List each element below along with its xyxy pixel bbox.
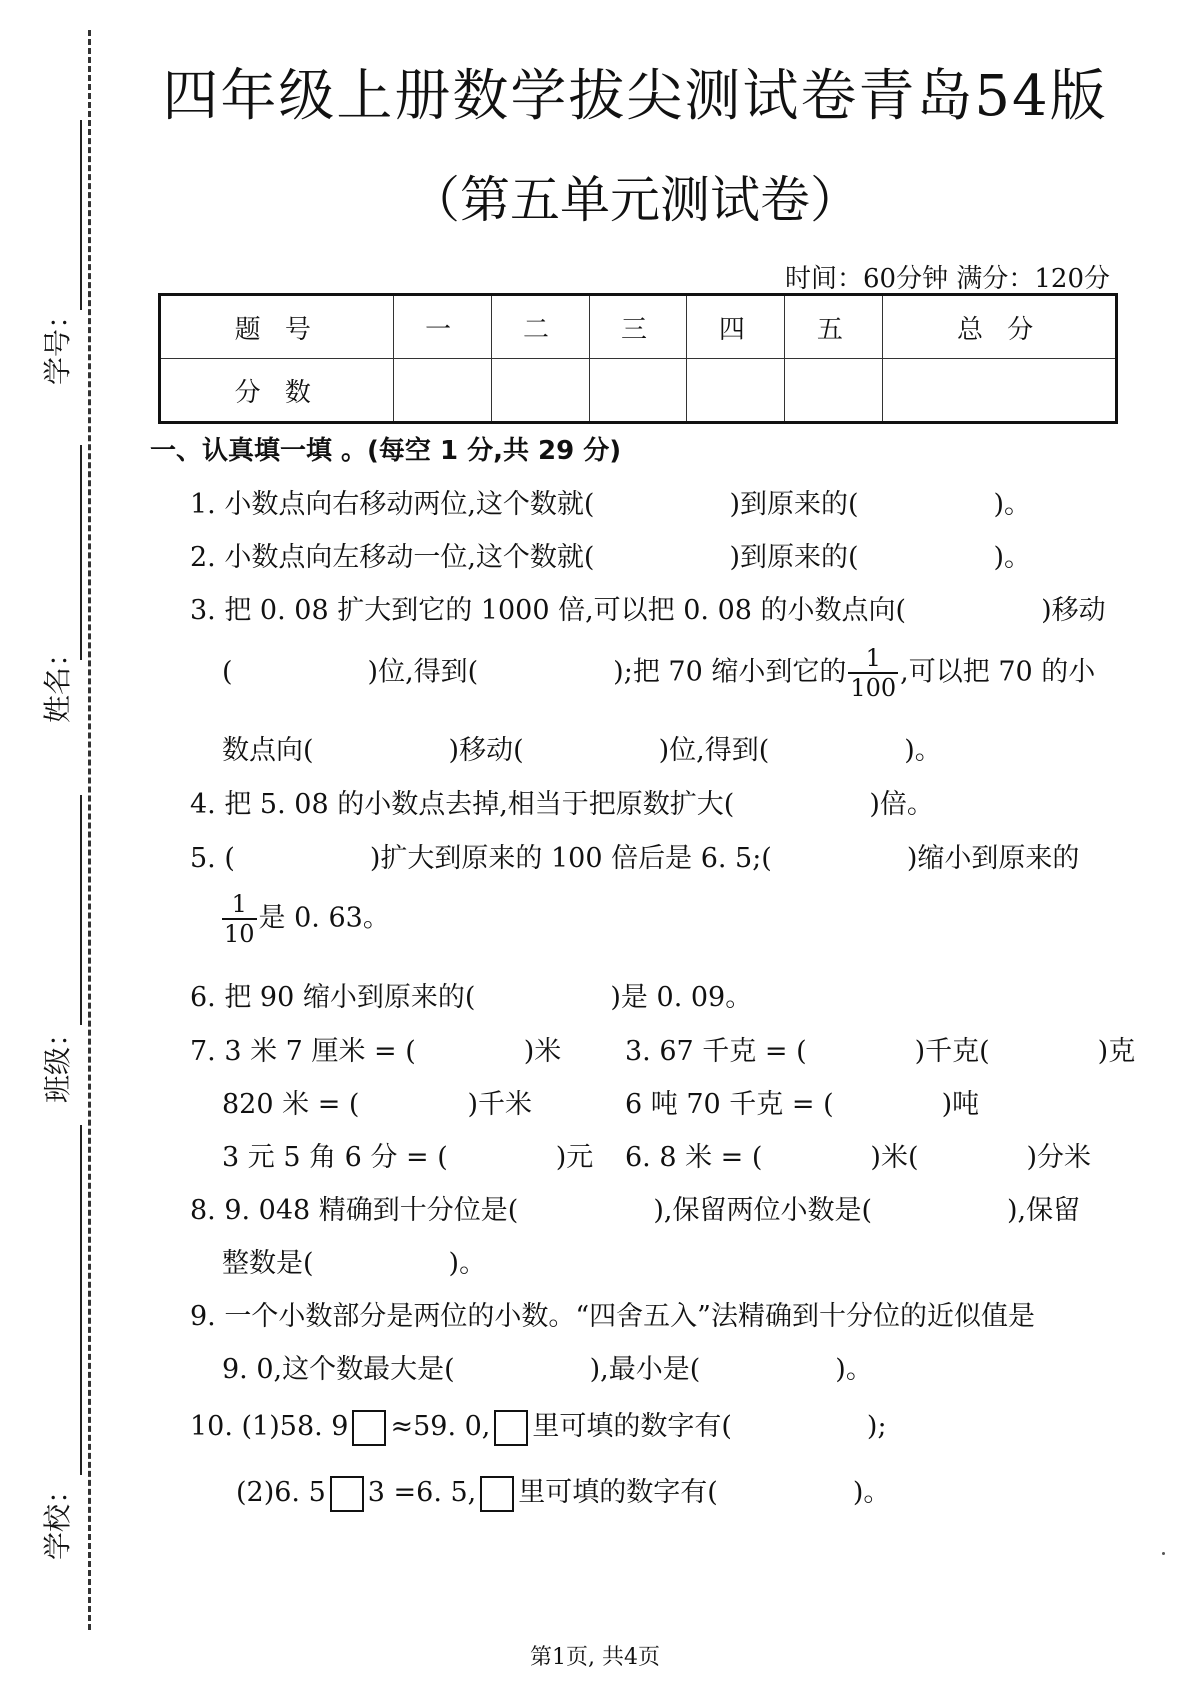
school-field — [26, 1125, 86, 1560]
header-cell: 总 分 — [883, 295, 1117, 359]
q10-1-text-b: ≈59. 0, — [390, 1411, 491, 1442]
question-6: 6. 把 90 缩小到原来的( )是 0. 09。 — [190, 982, 753, 1013]
section-heading: 一、认真填一填 。(每空 1 分,共 29 分) — [150, 436, 622, 466]
answer-box[interactable] — [330, 1476, 364, 1512]
question-4: 4. 把 5. 08 的小数点去掉,相当于把原数扩大( )倍。 — [190, 789, 934, 820]
question-8-line-1: 8. 9. 048 精确到十分位是( ),保留两位小数是( ),保留 — [190, 1195, 1081, 1226]
q3-text-a: ( )位,得到( );把 70 缩小到它的 — [222, 656, 847, 688]
fraction-1-100 — [848, 644, 898, 702]
question-7-d: 6 吨 70 千克 = ( )吨 — [625, 1089, 980, 1120]
school-line — [80, 1125, 82, 1475]
question-9-line-1: 9. 一个小数部分是两位的小数。“四舍五入”法精确到十分位的近似值是 — [190, 1301, 1035, 1332]
page-title: 四年级上册数学拔尖测试卷青岛54版 — [162, 64, 1108, 129]
name-line — [80, 445, 82, 660]
name-label: 姓名： — [41, 638, 74, 723]
score-cell[interactable] — [491, 359, 589, 423]
fraction-denominator: 10 — [224, 920, 255, 948]
fraction-1-10 — [222, 890, 257, 948]
score-cell[interactable] — [883, 359, 1117, 423]
student-no-field — [26, 120, 86, 385]
header-cell: 二 — [491, 295, 589, 359]
student-no-line — [80, 120, 82, 310]
score-cell[interactable] — [393, 359, 491, 423]
answer-box[interactable] — [352, 1410, 386, 1446]
question-7-f: 6. 8 米 = ( )米( )分米 — [625, 1142, 1092, 1173]
fraction-numerator: 1 — [222, 890, 257, 920]
header-cell: 四 — [687, 295, 785, 359]
score-table — [158, 293, 1118, 424]
answer-box[interactable] — [494, 1410, 528, 1446]
q10-1-text-a: 10. (1)58. 9 — [190, 1411, 349, 1442]
score-row-label: 分 数 — [160, 359, 394, 423]
question-3-line-3: 数点向( )移动( )位,得到( )。 — [222, 735, 942, 766]
header-cell: 题 号 — [160, 295, 394, 359]
score-table-score-row — [160, 359, 1117, 423]
time-score-info: 时间：60分钟 满分：120分 — [785, 264, 1110, 294]
name-field — [26, 445, 86, 723]
page-footer: 第1页, 共4页 — [530, 1645, 660, 1670]
school-label: 学校： — [41, 1475, 74, 1560]
question-9-line-2: 9. 0,这个数最大是( ),最小是( )。 — [222, 1354, 873, 1385]
score-cell[interactable] — [589, 359, 687, 423]
q5-text: 是 0. 63。 — [258, 902, 390, 934]
score-cell[interactable] — [687, 359, 785, 423]
binding-dashed-line — [88, 30, 91, 1630]
class-label: 班级： — [41, 1018, 74, 1103]
question-8-line-2: 整数是( )。 — [222, 1248, 487, 1279]
q10-2-text-a: (2)6. 5 — [236, 1477, 326, 1508]
q10-2-text-b: 3 =6. 5, — [367, 1477, 477, 1508]
fraction-numerator: 1 — [848, 644, 898, 674]
question-7-c: 820 米 = ( )千米 — [222, 1089, 532, 1120]
score-cell[interactable] — [785, 359, 883, 423]
question-5-line-2 — [220, 890, 390, 948]
student-no-label: 学号： — [41, 300, 74, 385]
question-1: 1. 小数点向右移动两位,这个数就( )到原来的( )。 — [190, 489, 1032, 520]
q3-text-b: ,可以把 70 的小 — [900, 656, 1096, 688]
score-table-header-row — [160, 295, 1117, 359]
question-2: 2. 小数点向左移动一位,这个数就( )到原来的( )。 — [190, 542, 1032, 573]
q10-2-text-c: 里可填的数字有( )。 — [518, 1477, 891, 1508]
question-7-a: 7. 3 米 7 厘米 = ( )米 — [190, 1036, 562, 1067]
header-cell: 五 — [785, 295, 883, 359]
question-5-line-1: 5. ( )扩大到原来的 100 倍后是 6. 5;( )缩小到原来的 — [190, 843, 1080, 874]
fraction-denominator: 100 — [850, 674, 897, 702]
q10-1-text-c: 里可填的数字有( ); — [532, 1411, 887, 1442]
answer-box[interactable] — [480, 1476, 514, 1512]
question-7-e: 3 元 5 角 6 分 = ( )元 — [222, 1142, 594, 1173]
question-3-line-1: 3. 把 0. 08 扩大到它的 1000 倍,可以把 0. 08 的小数点向( )移动 — [190, 595, 1106, 626]
question-7-b: 3. 67 千克 = ( )千克( )克 — [625, 1036, 1136, 1067]
page-subtitle: （第五单元测试卷） — [410, 171, 860, 229]
header-cell: 三 — [589, 295, 687, 359]
question-10-part-1 — [190, 1404, 887, 1446]
speck-mark — [1162, 1552, 1165, 1555]
class-line — [80, 795, 82, 1025]
header-cell: 一 — [393, 295, 491, 359]
class-field — [26, 795, 86, 1103]
question-3-line-2 — [222, 644, 1095, 702]
question-10-part-2 — [236, 1470, 890, 1512]
